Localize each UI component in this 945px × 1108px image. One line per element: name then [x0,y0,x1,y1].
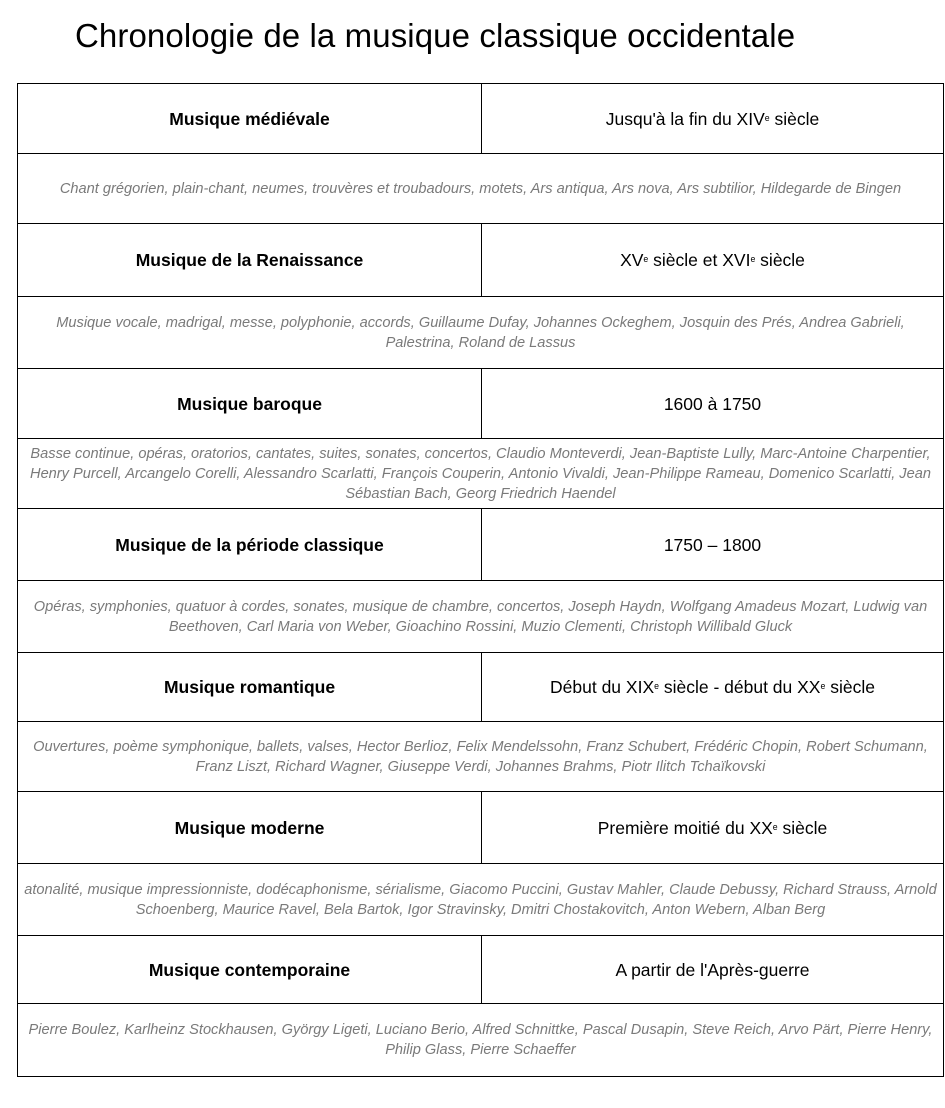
period-description: Musique vocale, madrigal, messe, polyphonie, accords, Guillaume Dufay, Johannes Ockeghem, Josquin des Prés, Andrea Gabrieli, Palestrina, Roland de Lassus [18,297,944,369]
period-description: Chant grégorien, plain-chant, neumes, trouvères et troubadours, motets, Ars antiqua, Ars nova, Ars subtilior, Hildegarde de Bingen [18,154,944,224]
period-name: Musique de la période classique [18,509,482,581]
period-desc-row-baroque [18,439,944,509]
period-dates: Première moitié du XXe siècle [482,792,944,864]
timeline-table [17,83,944,1077]
period-dates: 1750 – 1800 [482,509,944,581]
period-dates: Début du XIXe siècle - début du XXe siècle [482,653,944,722]
period-name: Musique baroque [18,369,482,439]
period-desc-row-modern [18,864,944,936]
period-dates: 1600 à 1750 [482,369,944,439]
period-desc-row-medieval [18,154,944,224]
period-row-baroque [18,369,944,439]
period-row-romantic [18,653,944,722]
period-row-classical [18,509,944,581]
period-description: Ouvertures, poème symphonique, ballets, valses, Hector Berlioz, Felix Mendelssohn, Franz Schubert, Frédéric Chopin, Robert Schumann, Franz Liszt, Richard Wagner, Giuseppe Verdi, Johannes Brahms, Piotr Ilitch Tchaïkovski [18,722,944,792]
period-desc-row-romantic [18,722,944,792]
period-desc-row-classical [18,581,944,653]
period-name: Musique de la Renaissance [18,224,482,297]
period-row-contemporary [18,936,944,1004]
period-desc-row-contemporary [18,1004,944,1077]
period-description: Basse continue, opéras, oratorios, cantates, suites, sonates, concertos, Claudio Monteverdi, Jean-Baptiste Lully, Marc-Antoine Charpentier, Henry Purcell, Arcangelo Corelli, Alessandro Scarlatti, François Couperin, Antonio Vivaldi, Jean-Philippe Rameau, Domenico Scarlatti, Jean Sébastian Bach, Georg Friedrich Haendel [18,439,944,509]
page-title: Chronologie de la musique classique occidentale [75,17,796,54]
period-dates: Jusqu'à la fin du XIVe siècle [482,84,944,154]
period-description: atonalité, musique impressionniste, dodécaphonisme, sérialisme, Giacomo Puccini, Gustav Mahler, Claude Debussy, Richard Strauss, Arnold Schoenberg, Maurice Ravel, Bela Bartok, Igor Stravinsky, Dmitri Chostakovitch, Anton Webern, Alban Berg [18,864,944,936]
period-row-renaissance [18,224,944,297]
period-row-modern [18,792,944,864]
period-dates: XVe siècle et XVIe siècle [482,224,944,297]
period-name: Musique moderne [18,792,482,864]
period-description: Pierre Boulez, Karlheinz Stockhausen, György Ligeti, Luciano Berio, Alfred Schnittke, Pascal Dusapin, Steve Reich, Arvo Pärt, Pierre Henry, Philip Glass, Pierre Schaeffer [18,1004,944,1077]
period-dates: A partir de l'Après-guerre [482,936,944,1004]
period-name: Musique romantique [18,653,482,722]
period-description: Opéras, symphonies, quatuor à cordes, sonates, musique de chambre, concertos, Joseph Haydn, Wolfgang Amadeus Mozart, Ludwig van Beethoven, Carl Maria von Weber, Gioachino Rossini, Muzio Clementi, Christoph Willibald Gluck [18,581,944,653]
period-desc-row-renaissance [18,297,944,369]
period-name: Musique médiévale [18,84,482,154]
period-name: Musique contemporaine [18,936,482,1004]
period-row-medieval [18,84,944,154]
